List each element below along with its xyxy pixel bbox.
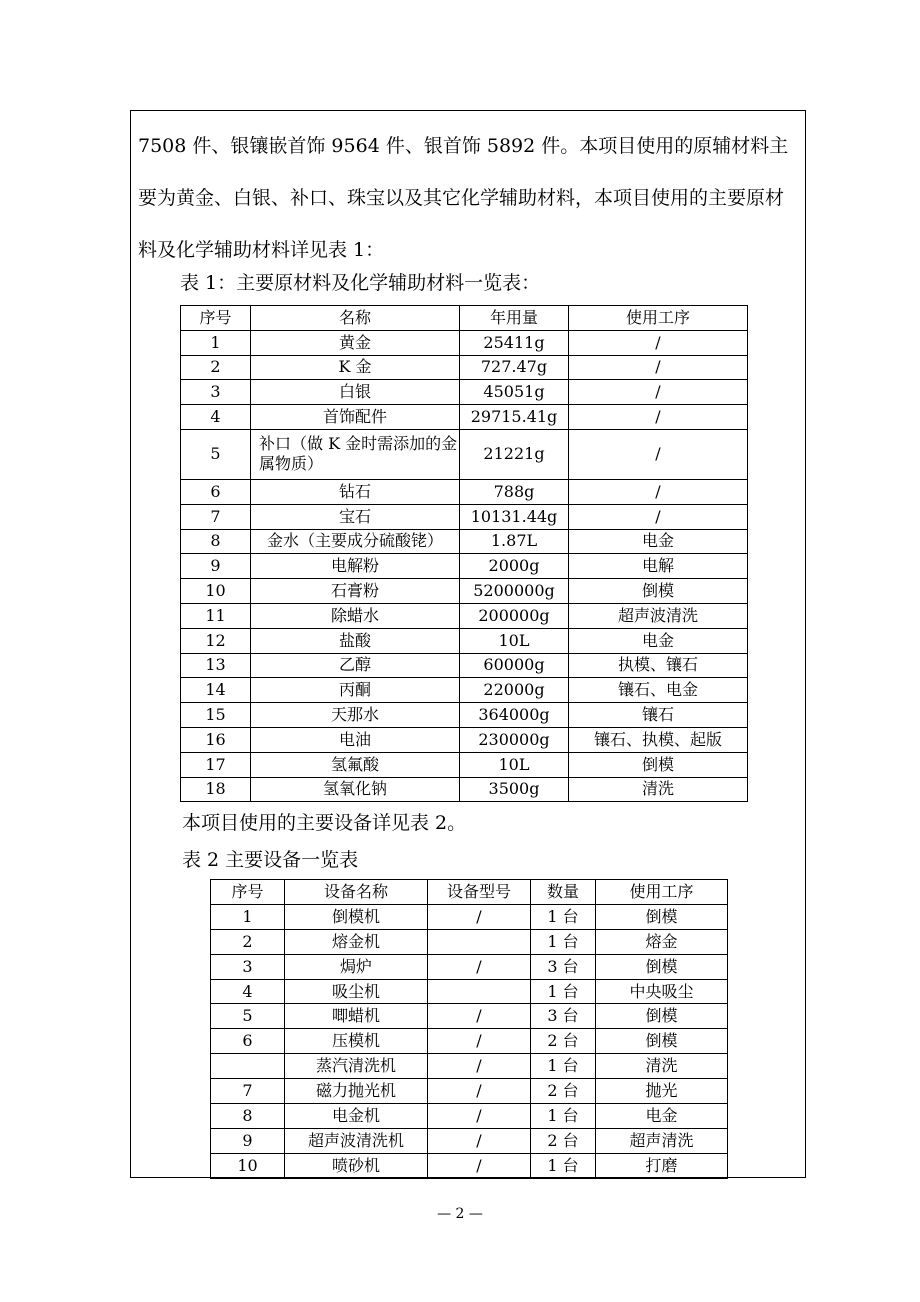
table-cell: 压模机 bbox=[285, 1029, 428, 1054]
table-cell: 7 bbox=[181, 504, 251, 529]
table-row bbox=[211, 1079, 728, 1104]
table-cell: / bbox=[569, 479, 748, 504]
table-cell: 16 bbox=[181, 727, 251, 752]
table-cell: / bbox=[428, 1054, 531, 1079]
table-cell: / bbox=[428, 1153, 531, 1178]
table-cell: / bbox=[569, 504, 748, 529]
table-cell: 熔金 bbox=[596, 929, 728, 954]
table-cell: 乙醇 bbox=[251, 653, 460, 678]
table-cell: 宝石 bbox=[251, 504, 460, 529]
table-row bbox=[181, 603, 748, 628]
table-cell: 氢氧化钠 bbox=[251, 777, 460, 802]
table-cell: K 金 bbox=[251, 355, 460, 380]
table-row bbox=[211, 929, 728, 954]
table-cell: 60000g bbox=[460, 653, 569, 678]
table-cell: 唧蜡机 bbox=[285, 1004, 428, 1029]
table-cell: 2 bbox=[211, 929, 285, 954]
table-cell: 14 bbox=[181, 678, 251, 703]
table-cell: 29715.41g bbox=[460, 405, 569, 430]
intro-paragraph: 7508 件、银镶嵌首饰 9564 件、银首饰 5892 件。本项目使用的原辅材料主要为黄金、白银、补口、珠宝以及其它化学辅助材料，本项目使用的主要原材料及化学辅助材料详见表 1： bbox=[138, 135, 789, 261]
table-cell: 镶石、执模、起版 bbox=[569, 727, 748, 752]
table-cell: 磁力抛光机 bbox=[285, 1079, 428, 1104]
table-cell: 2 bbox=[181, 355, 251, 380]
table-cell: 1 台 bbox=[531, 904, 596, 929]
table-cell: 倒模 bbox=[596, 1029, 728, 1054]
table-header-row bbox=[211, 880, 728, 905]
table-cell: 2 台 bbox=[531, 1079, 596, 1104]
table-row bbox=[211, 1029, 728, 1054]
table-header-cell: 年用量 bbox=[460, 306, 569, 331]
table-cell: 5 bbox=[211, 1004, 285, 1029]
table-row bbox=[211, 979, 728, 1004]
table-cell: 盐酸 bbox=[251, 628, 460, 653]
table-cell: 12 bbox=[181, 628, 251, 653]
table-cell: 倒模机 bbox=[285, 904, 428, 929]
table-cell: 6 bbox=[181, 479, 251, 504]
table-cell: 9 bbox=[211, 1128, 285, 1153]
table-cell: 打磨 bbox=[596, 1153, 728, 1178]
table-row bbox=[181, 752, 748, 777]
table-cell: 倒模 bbox=[569, 579, 748, 604]
table-row bbox=[181, 529, 748, 554]
table-header-cell: 使用工序 bbox=[596, 880, 728, 905]
table-cell: 788g bbox=[460, 479, 569, 504]
table-cell: 倒模 bbox=[596, 1004, 728, 1029]
table-cell: 364000g bbox=[460, 703, 569, 728]
table-cell: 230000g bbox=[460, 727, 569, 752]
table-cell: 3 bbox=[181, 380, 251, 405]
table-cell: 电解粉 bbox=[251, 554, 460, 579]
table2-caption: 表 2 主要设备一览表 bbox=[182, 849, 359, 871]
table-cell: 4 bbox=[181, 405, 251, 430]
table-cell: 除蜡水 bbox=[251, 603, 460, 628]
table-cell: 清洗 bbox=[596, 1054, 728, 1079]
table-cell: 熔金机 bbox=[285, 929, 428, 954]
table-cell: 6 bbox=[211, 1029, 285, 1054]
table-cell bbox=[428, 979, 531, 1004]
table-cell: 10L bbox=[460, 752, 569, 777]
table-cell: 白银 bbox=[251, 380, 460, 405]
table-cell: 超声波清洗机 bbox=[285, 1128, 428, 1153]
table-cell: 天那水 bbox=[251, 703, 460, 728]
table-cell: 氢氟酸 bbox=[251, 752, 460, 777]
table-cell: 11 bbox=[181, 603, 251, 628]
table-header-cell: 名称 bbox=[251, 306, 460, 331]
table-row bbox=[181, 504, 748, 529]
table-row bbox=[211, 1054, 728, 1079]
table-row bbox=[181, 777, 748, 802]
table-row bbox=[181, 355, 748, 380]
table-cell: 1 bbox=[181, 330, 251, 355]
table-cell: 电金机 bbox=[285, 1104, 428, 1129]
table-cell: 电金 bbox=[596, 1104, 728, 1129]
table-cell: 倒模 bbox=[569, 752, 748, 777]
table-cell: 吸尘机 bbox=[285, 979, 428, 1004]
table-cell: 石膏粉 bbox=[251, 579, 460, 604]
table-row bbox=[181, 554, 748, 579]
table-cell bbox=[428, 929, 531, 954]
table-header-row bbox=[181, 306, 748, 331]
table-cell: 2000g bbox=[460, 554, 569, 579]
table-row bbox=[181, 653, 748, 678]
table-cell: 45051g bbox=[460, 380, 569, 405]
table-cell: 丙酮 bbox=[251, 678, 460, 703]
table-cell: 10L bbox=[460, 628, 569, 653]
table-header-cell: 设备型号 bbox=[428, 880, 531, 905]
table-cell: 2 台 bbox=[531, 1128, 596, 1153]
table-cell bbox=[211, 1054, 285, 1079]
table-cell: 蒸汽清洗机 bbox=[285, 1054, 428, 1079]
table-cell: 21221g bbox=[460, 429, 569, 479]
table-cell: 10131.44g bbox=[460, 504, 569, 529]
table-row bbox=[181, 628, 748, 653]
table-cell: 超声清洗 bbox=[596, 1128, 728, 1153]
table-cell: / bbox=[428, 904, 531, 929]
table-cell: 电解 bbox=[569, 554, 748, 579]
table-cell: 超声波清洗 bbox=[569, 603, 748, 628]
table-cell: 5 bbox=[181, 429, 251, 479]
table-row bbox=[211, 1004, 728, 1029]
table-cell: 8 bbox=[181, 529, 251, 554]
table-cell: 金水（主要成分硫酸铑） bbox=[251, 529, 460, 554]
table-row bbox=[181, 678, 748, 703]
table-cell: 13 bbox=[181, 653, 251, 678]
equipment-table bbox=[210, 879, 728, 1179]
table-cell: 8 bbox=[211, 1104, 285, 1129]
table-cell: 3 台 bbox=[531, 1004, 596, 1029]
table-row bbox=[181, 429, 748, 479]
table-row bbox=[181, 330, 748, 355]
table-cell: 727.47g bbox=[460, 355, 569, 380]
table-cell: / bbox=[569, 405, 748, 430]
materials-table bbox=[180, 305, 748, 802]
table-cell: 5200000g bbox=[460, 579, 569, 604]
table-cell: 9 bbox=[181, 554, 251, 579]
table-row bbox=[211, 1128, 728, 1153]
table-cell: / bbox=[428, 1128, 531, 1153]
table-cell: 喷砂机 bbox=[285, 1153, 428, 1178]
table-cell: 电金 bbox=[569, 529, 748, 554]
table-header-cell: 使用工序 bbox=[569, 306, 748, 331]
table-row bbox=[181, 703, 748, 728]
table-cell: 10 bbox=[181, 579, 251, 604]
table-cell: / bbox=[569, 355, 748, 380]
table-cell: 1 bbox=[211, 904, 285, 929]
table-header-cell: 数量 bbox=[531, 880, 596, 905]
table-cell: 3 台 bbox=[531, 954, 596, 979]
table-cell: 22000g bbox=[460, 678, 569, 703]
table-cell: 电油 bbox=[251, 727, 460, 752]
table-cell: 200000g bbox=[460, 603, 569, 628]
table-cell: 2 台 bbox=[531, 1029, 596, 1054]
table-row bbox=[211, 1104, 728, 1129]
table-cell: 25411g bbox=[460, 330, 569, 355]
table-cell: 黄金 bbox=[251, 330, 460, 355]
table-cell: 镶石 bbox=[569, 703, 748, 728]
table-header-cell: 序号 bbox=[181, 306, 251, 331]
table-row bbox=[211, 904, 728, 929]
table-cell: 清洗 bbox=[569, 777, 748, 802]
table-cell: 电金 bbox=[569, 628, 748, 653]
table-cell: 18 bbox=[181, 777, 251, 802]
table-cell: 中央吸尘 bbox=[596, 979, 728, 1004]
table-row bbox=[181, 579, 748, 604]
table-cell: 10 bbox=[211, 1153, 285, 1178]
equipment-intro: 本项目使用的主要设备详见表 2。 bbox=[182, 812, 467, 834]
table-header-cell: 设备名称 bbox=[285, 880, 428, 905]
table-cell: 7 bbox=[211, 1079, 285, 1104]
table-cell: 1 台 bbox=[531, 1054, 596, 1079]
table-cell: 钻石 bbox=[251, 479, 460, 504]
table-cell: 3500g bbox=[460, 777, 569, 802]
table-cell: 1 台 bbox=[531, 1104, 596, 1129]
table-cell: / bbox=[428, 1104, 531, 1129]
table-row bbox=[181, 479, 748, 504]
table-row bbox=[181, 727, 748, 752]
table-cell: / bbox=[428, 1079, 531, 1104]
page-number: — 2 — bbox=[437, 1206, 483, 1222]
table-cell: 首饰配件 bbox=[251, 405, 460, 430]
table-cell: 1 台 bbox=[531, 979, 596, 1004]
table-cell: 补口（做 K 金时需添加的金属物质） bbox=[251, 429, 460, 479]
table-row bbox=[211, 954, 728, 979]
table-cell: 抛光 bbox=[596, 1079, 728, 1104]
table-row bbox=[181, 380, 748, 405]
table-cell: 焗炉 bbox=[285, 954, 428, 979]
table-cell: 镶石、电金 bbox=[569, 678, 748, 703]
table-cell: / bbox=[428, 1029, 531, 1054]
table-cell: 17 bbox=[181, 752, 251, 777]
table-cell: 1 台 bbox=[531, 1153, 596, 1178]
table1-caption: 表 1：主要原材料及化学辅助材料一览表： bbox=[180, 272, 541, 294]
table-cell: / bbox=[569, 429, 748, 479]
table-header-cell: 序号 bbox=[211, 880, 285, 905]
table-cell: 倒模 bbox=[596, 904, 728, 929]
table-cell: 执模、镶石 bbox=[569, 653, 748, 678]
table-cell: / bbox=[428, 954, 531, 979]
table-cell: / bbox=[428, 1004, 531, 1029]
table-cell: 1 台 bbox=[531, 929, 596, 954]
table-row bbox=[211, 1153, 728, 1178]
table-cell: 倒模 bbox=[596, 954, 728, 979]
table-cell: 3 bbox=[211, 954, 285, 979]
table-cell: 1.87L bbox=[460, 529, 569, 554]
table-cell: 15 bbox=[181, 703, 251, 728]
table-row bbox=[181, 405, 748, 430]
table-cell: 4 bbox=[211, 979, 285, 1004]
table-cell: / bbox=[569, 380, 748, 405]
table-cell: / bbox=[569, 330, 748, 355]
